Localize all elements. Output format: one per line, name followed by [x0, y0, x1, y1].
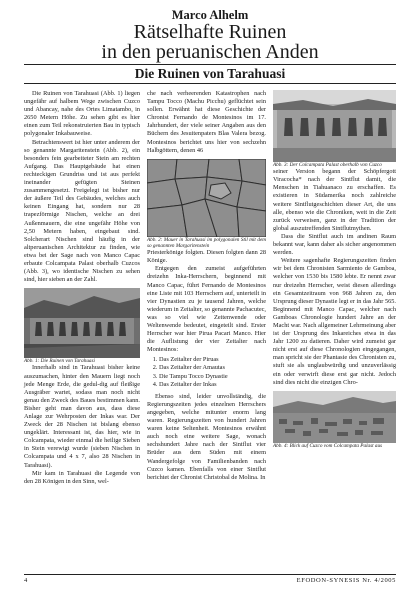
tarahuasi-ruins-image: [24, 288, 140, 358]
figure-1-caption: Abb. 1: Die Ruinen von Tarahuasi: [24, 358, 95, 365]
figure-2-caption: Abb. 2: Mauer in Tarahuasi im polygonalen Stil mit dem so genannten Margaritenstein: [147, 236, 266, 249]
text-column-1: [24, 90, 140, 486]
figure-4-caption: Abb. 4: Blick auf Cuzco vom Colcampata Palast aus: [273, 442, 383, 449]
paragraph: che nach verheerenden Katastrophen nach Tampu Tocco (Machu Picchu) geflüchtet sein sollen. Erwähnt hat diese Geschichte der Chronist Fernando de Montesinos im 17. Jahrhundert, der viele seiner Angaben aus den Büchern des Jesuitenpaters Blas Valera bezog. Montesinos berichtet uns hier von sechzehn Halbgöttern, denen 46: [147, 90, 266, 154]
figure-2-photo: [147, 159, 266, 237]
era-list: [147, 356, 266, 388]
text-column-2: [147, 90, 266, 482]
footer-rule: [24, 574, 396, 575]
figure-3-photo: [273, 90, 396, 162]
title-line-1: Rätselhafte Ruinen: [133, 21, 287, 43]
author-name: Marco Alhelm: [171, 8, 249, 22]
paragraph: seiner Version begann der Schöpfergott Viracocha* nach der Sintflut damit, die Menschen in Tiahuanaco zu erschaffen. Es existieren in Südamerika noch zahlreiche weitere Sintflutgeschichten dieser Art, die uns alle, ebenso wie die Chroniken, weit in die Zeit zurück verweisen, ganz in der Tradition der global auszutreffenden Sintflutmythen.: [273, 168, 396, 232]
paragraph: Ebenso sind, leider unvollständig, die Regierungszeiten jedes einzelnen Herrschers angegeben, welche mitunter enorm lang waren. Regierungszeiten von hundert Jahren waren keine Seltenheit. Montesinos erwähnt auch noch eine weitere Sage, wonach sechshundert Jahre nach der Sintflut vier Brüder aus dem Süden mit einem Wandergefolge von Familienbanden nach Cuzco kamen. Ebenfalls von einer Sintflut berichtet der Chronist Christobal de Molina. In: [147, 392, 266, 481]
list-item: 4. Das Zeitalter der Inkas: [159, 381, 266, 389]
paragraph: Innerhalb sind in Tarahuasi bisher keine auszumachen, hinter den Mauern liegt noch jede Menge Erde, die gedul-dig auf fleißige Ausgräber wartet, sodass man noch nicht genau den Zweck des Baues bestimmen kann. Bisher geht man davon aus, dass diese Anlage zur Wehrposten der Inkas war. Der Zweck der 28 Nischen ist bislang ebenso ungeklärt. Interessant ist, das hier, wie in Colcampata, wieder einmal die heilige Sieben in Stein verewigt wurde (sieben Nischen in Colcampata und 4 x 7, also 28 Nischen in Tarahuasi).: [24, 364, 140, 469]
colcampata-palace-image: [273, 90, 396, 162]
title-rule-bottom: [24, 83, 396, 84]
cuzco-view-image: [273, 391, 396, 443]
paragraph: Weitere sagenhafte Regierungszeiten finden wir bei dem Chronisten Sarmiento de Gamboa, welcher von 1530 bis 1580 lebte. Er nennt zwar nur dreizehn Herrscher, weist diesen allerdings ein Gesamtzeitraum von 968 Jahren zu, den Ursprung dieser Dynastie legt er in das Jahr 565. Beginnend mit Manco Capac, welcher nach Gamboas Chronologie hundert Jahre an der Macht war. Nach allgemeiner Lehrmeinung aber ist der Ursprung des Inkareiches etwa in das Jahr 1200 zu datieren. Daher wird zumeist gar nicht erst auf diese Chronologien eingegangen, man spricht sie der Phantasie des Chronisten zu, stuft sie als unglaubwürdig und unzuverlässig ein oder verwirft diese erst gar nicht. Jedoch sind dies nicht die einzigen Chro-: [273, 257, 396, 386]
paragraph: Mir kam in Tarahuasi die Legende von den 28 Königen in den Sinn, wel-: [24, 469, 140, 485]
list-item: 3. Die Tampu Tocco Dynastie: [159, 373, 266, 381]
article-title: [0, 22, 420, 62]
text-column-3: [273, 90, 396, 449]
journal-issue: EFODON-SYNESIS Nr. 4/2005: [296, 577, 396, 584]
paragraph: Dass die Sintflut auch im andinen Raum bekannt war, kann daher als sicher angenommen werden.: [273, 232, 396, 257]
page-number: 4: [24, 577, 28, 584]
paragraph: Die Ruinen von Tarahuasi (Abb. 1) liegen ungefähr auf halbem Wege zwischen Cuzco und Abancay, nahe des Ortes Limatambo, in 2650 Metern Höhe. Zu sehen gibt es hier einen zum Teil rekonstruierten Bau in typisch polygonaler Inkabauweise.: [24, 90, 140, 138]
figure-1-photo: [24, 288, 140, 358]
list-item: 2. Das Zeitalter der Amautas: [159, 364, 266, 372]
paragraph: Entgegen den zumeist aufgeführten dreizehn Inka-Herrschern, beginnend mit Manco Capac, führt Fernando de Montesinos eine Liste mit 103 Herrschern auf, unterteilt in vier Dynastien zu je tausend Jahren, welche wiederum in Zeitalter, so genannte Pachacutec, was so viel wie Zeitenwende oder Weltenwende bedeutet, eingeteilt sind. Erster Herrscher war hier Pirua Pacari Manco. Hier die Auflistung der vier Zeitalter nach Montesinos:: [147, 265, 266, 354]
paragraph: Betrachtenswert ist hier unter anderem der so genannte Margaritenstein (Abb. 2), ein besonders fein gearbeiteter Stein am rechten Aufgang. Das Hauptgebäude hat einen rechteckigen Grundriss und ist aus perfekt ineinander gefügten Steinen zusammengesetzt. Freigelegt ist bisher nur der äußere Teil des Gebäudes, welches auch keinen Eingang hat, sondern nur 28 trapezförmige Nischen, welche an drei Außenmauern, die eine ungefähr Höhe von 2,50 Metern haben, eingebaut sind. Solcherart Nischen sind häufig in der altperuanischen Architektur zu finden, wie etwa bei der Sage nach von Manco Capac erbaute Colcampata Palast oberhalb Cuzcos (Abb. 3), wo identische Nischen zu sehen sind, hier sieben an der Zahl.: [24, 138, 140, 284]
title-line-2: in den peruanischen Anden: [101, 41, 319, 63]
list-item: 1. Das Zeitalter der Piruas: [159, 356, 266, 364]
paragraph: Priesterkönige folgten. Diesen folgten dann 28 Könige.: [147, 249, 266, 265]
polygonal-wall-image: [147, 159, 266, 237]
article-subtitle: Die Ruinen von Tarahuasi: [134, 66, 286, 81]
figure-3-caption: Abb. 3: Der Colcampata Palast oberhalb von Cuzco: [273, 162, 382, 168]
figure-4-photo: [273, 391, 396, 443]
title-rule-top: [24, 64, 396, 65]
